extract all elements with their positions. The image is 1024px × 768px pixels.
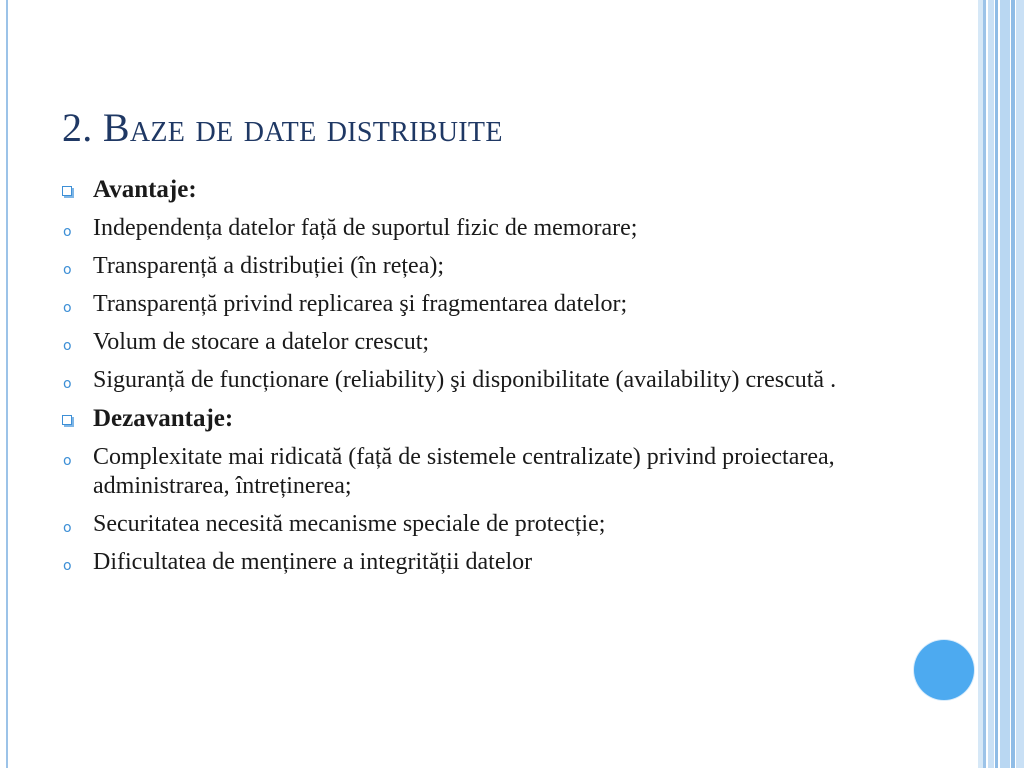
list-item xyxy=(62,510,882,539)
list-item xyxy=(62,366,882,395)
list-item-text: Dificultatea de menținere a integrității datelor xyxy=(93,549,533,575)
list-item-text: Complexitate mai ridicată (față de sistemele centralizate) privind proiectarea, administrarea, întreținerea; xyxy=(93,444,835,499)
list-item-text: Transparență a distribuției (în rețea); xyxy=(93,253,444,279)
list-item-text: Transparență privind replicarea şi fragmentarea datelor; xyxy=(93,291,628,317)
right-stripe-2 xyxy=(988,0,994,768)
right-stripe-1 xyxy=(983,0,986,768)
slide-title: 2. Baze de date distribuite xyxy=(62,105,503,150)
right-stripe-5 xyxy=(1011,0,1015,768)
list-item-text: Securitatea necesită mecanisme speciale de protecție; xyxy=(93,511,606,537)
right-stripe-6 xyxy=(1016,0,1024,768)
list-item-text: Independența datelor față de suportul fizic de memorare; xyxy=(93,215,638,241)
list-item xyxy=(62,328,882,357)
list-item xyxy=(62,252,882,281)
square-outline-icon xyxy=(62,415,72,425)
list-item xyxy=(62,214,882,243)
list-item-text: Volum de stocare a datelor crescut; xyxy=(93,329,430,355)
circle-outline-icon: o xyxy=(63,376,72,392)
section-heading-avantaje xyxy=(62,175,882,204)
circle-outline-icon: o xyxy=(63,558,72,574)
right-stripe-4 xyxy=(1000,0,1010,768)
decorative-circle xyxy=(914,640,974,700)
circle-outline-icon: o xyxy=(63,224,72,240)
section-heading-label: Avantaje: xyxy=(93,176,197,203)
list-item-text: Siguranță de funcționare (reliability) şi disponibilitate (availability) crescută . xyxy=(93,367,837,393)
circle-outline-icon: o xyxy=(63,338,72,354)
circle-outline-icon: o xyxy=(63,520,72,536)
list-item xyxy=(62,290,882,319)
list-item xyxy=(62,548,882,577)
list-item xyxy=(62,443,882,501)
circle-outline-icon: o xyxy=(63,300,72,316)
section-heading-label: Dezavantaje: xyxy=(93,405,234,432)
square-outline-icon xyxy=(62,186,72,196)
slide-content xyxy=(62,175,882,586)
left-border-line xyxy=(6,0,8,768)
circle-outline-icon: o xyxy=(63,453,72,469)
circle-outline-icon: o xyxy=(63,262,72,278)
section-heading-dezavantaje xyxy=(62,404,882,433)
right-stripe-3 xyxy=(995,0,998,768)
